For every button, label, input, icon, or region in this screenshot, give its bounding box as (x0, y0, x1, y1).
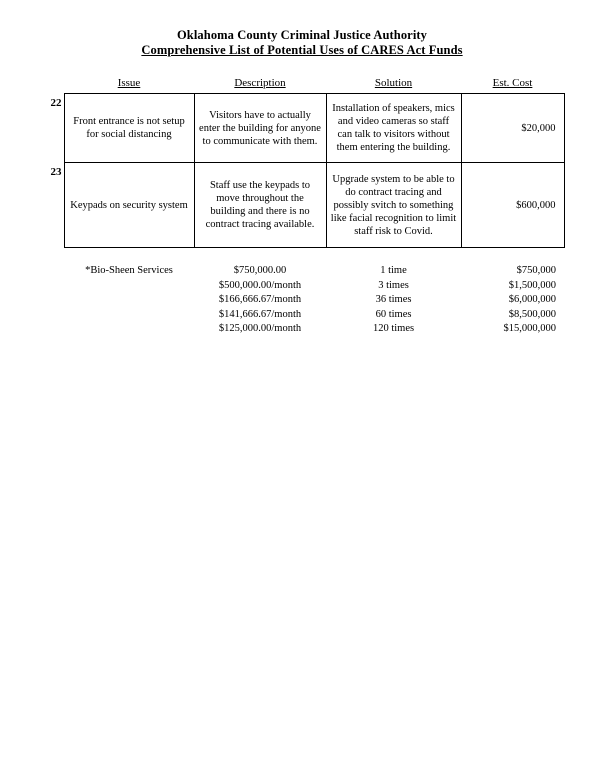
summary-amount: $166,666.67/month (218, 294, 302, 305)
summary-times: 1 time (380, 265, 407, 276)
summary-label-empty (64, 308, 194, 323)
row-number: 22 (50, 96, 62, 109)
summary-total: $750,000 (516, 265, 556, 276)
row-description: Staff use the keypads to move throughout the building and there is no contract tracing available. (194, 163, 326, 248)
document-title: Oklahoma County Criminal Justice Authority (176, 28, 428, 42)
row-cost: $20,000 (461, 94, 564, 163)
summary-row (40, 264, 564, 279)
column-header-cost: Est. Cost (492, 77, 533, 89)
row-issue: Front entrance is not setup for social distancing (64, 94, 194, 163)
summary-label-empty (64, 279, 194, 294)
column-header-issue: Issue (117, 77, 141, 89)
summary-amount: $125,000.00/month (218, 323, 302, 334)
summary-times: 120 times (372, 323, 415, 334)
summary-amount: $141,666.67/month (218, 308, 302, 320)
row-description: Visitors have to actually enter the building for anyone to communicate with them. (194, 94, 326, 163)
summary-row (40, 308, 564, 323)
row-issue: Keypads on security system (64, 163, 194, 248)
bio-sheen-summary-table (40, 264, 564, 337)
table-header (40, 76, 564, 94)
summary-row (40, 279, 564, 294)
summary-spacer (40, 264, 64, 279)
table-row (40, 163, 564, 248)
table-header-row (40, 76, 564, 94)
summary-spacer (40, 279, 64, 294)
summary-label-empty (64, 293, 194, 308)
row-solution: Upgrade system to be able to do contract tracing and possibly svitch to something like facial recognition to limit staff risk to Covid. (326, 163, 461, 248)
summary-times: 36 times (375, 294, 412, 305)
column-header-number (40, 76, 64, 94)
row-cost: $600,000 (461, 163, 564, 248)
summary-total: $8,500,000 (508, 308, 556, 320)
row-number: 23 (50, 165, 62, 178)
table-body (40, 94, 564, 248)
summary-spacer (40, 293, 64, 308)
row-solution: Installation of speakers, mics and video cameras so staff can talk to visitors without them entering the building. (326, 94, 461, 163)
table-row (40, 94, 564, 163)
summary-total: $1,500,000 (508, 279, 556, 291)
summary-label: *Bio-Sheen Services (85, 265, 173, 276)
potential-uses-table (40, 76, 565, 248)
summary-amount: $500,000.00/month (218, 279, 302, 291)
summary-times: 3 times (378, 279, 409, 291)
document-subtitle: Comprehensive List of Potential Uses of CARES Act Funds (141, 43, 463, 57)
summary-spacer (40, 308, 64, 323)
summary-row (40, 293, 564, 308)
potential-uses-table-wrapper (40, 76, 564, 248)
summary-amount: $750,000.00 (233, 265, 287, 276)
summary-total: $6,000,000 (508, 294, 556, 305)
column-header-description: Description (234, 77, 286, 89)
column-header-solution: Solution (374, 77, 413, 89)
summary-row (40, 322, 564, 337)
summary-total: $15,000,000 (503, 323, 556, 334)
summary-spacer (40, 322, 64, 337)
summary-times: 60 times (375, 308, 412, 320)
summary-label-empty (64, 322, 194, 337)
